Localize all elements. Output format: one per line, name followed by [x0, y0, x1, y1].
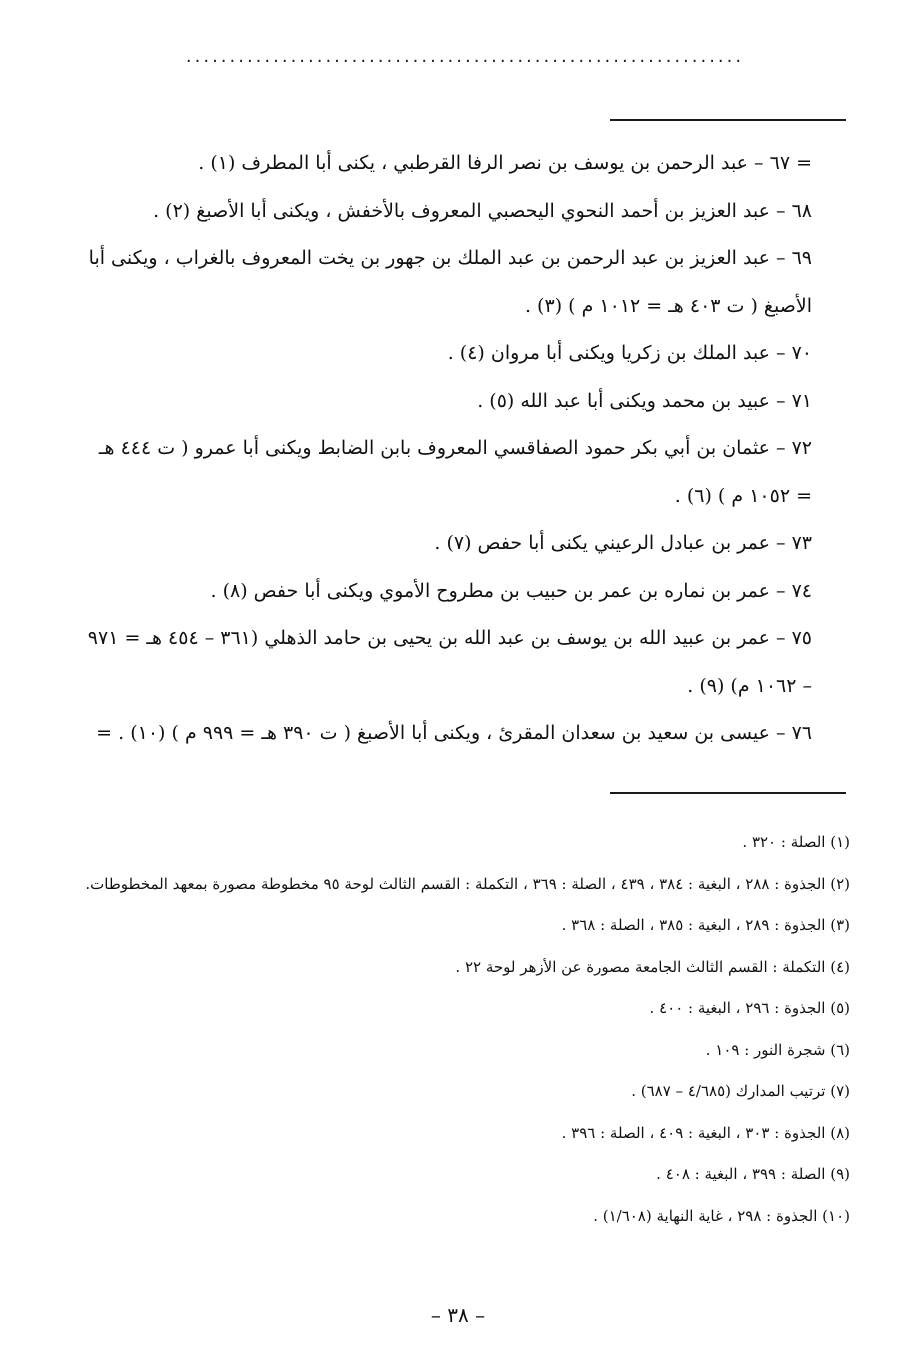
footnote-6: (٦) شجرة النور : ١٠٩ .: [705, 1040, 850, 1059]
footnote-3: (٣) الجذوة : ٢٨٩ ، البغية : ٣٨٥ ، الصلة : ٣٦٨ .: [561, 916, 850, 934]
entry-75: ٧٥ – عمر بن عبيد الله بن يوسف بن عبد الله بن يحيى بن حامد الذهلي (٣٦١ – ٤٥٤ هـ = ٩٧١ – ١٠٦٢ م) (٩) .: [87, 627, 812, 697]
footnotes: [80, 822, 850, 1237]
footnote-5: (٥) الجذوة : ٢٩٦ ، البغية : ٤٠٠ .: [649, 999, 850, 1017]
entry-73: ٧٣ – عمر بن عبادل الرعيني يكنى أبا حفص (٧) .: [434, 532, 812, 554]
biography-entries: [80, 140, 812, 758]
entry-74: ٧٤ – عمر بن نماره بن عمر بن حبيب بن مطروح الأموي ويكنى أبا حفص (٨) .: [210, 579, 812, 602]
entry-68: ٦٨ – عبد العزيز بن أحمد النحوي اليحصبي المعروف بالأخفش ، ويكنى أبا الأصبغ (٢) .: [153, 199, 812, 222]
top-divider: [610, 119, 846, 121]
entry-67: = ٦٧ – عبد الرحمن بن يوسف بن نصر الرفا القرطبي ، يكنى أبا المطرف (١) .: [198, 152, 812, 174]
footnote-1: (١) الصلة : ٣٢٠ .: [742, 833, 850, 851]
footnote-9: (٩) الصلة : ٣٩٩ ، البغية : ٤٠٨ .: [656, 1165, 850, 1183]
entry-76: ٧٦ – عيسى بن سعيد بن سعدان المقرئ ، ويكنى أبا الأصبغ ( ت ٣٩٠ هـ = ٩٩٩ م ) (١٠) . =: [96, 722, 812, 744]
page-number: – ٣٨ –: [430, 1303, 486, 1327]
header-dotted-line: ................................................................: [185, 46, 745, 67]
footnote-4: (٤) التكملة : القسم الثالث الجامعة مصورة عن الأزهر لوحة ٢٢ .: [455, 957, 850, 976]
entry-70: ٧٠ – عبد الملك بن زكريا ويكنى أبا مروان (٤) .: [447, 342, 812, 364]
entry-69: ٦٩ – عبد العزيز بن عبد الرحمن بن عبد الملك بن جهور بن يخت المعروف بالغراب ، ويكنى أبا الأصبغ ( ت ٤٠٣ هـ = ١٠١٢ م ) (٣) .: [88, 247, 812, 317]
footnote-10: (١٠) الجذوة : ٢٩٨ ، غاية النهاية (١/٦٠٨) .: [593, 1206, 850, 1225]
footnote-7: (٧) ترتيب المدارك (٤/٦٨٥ – ٦٨٧) .: [631, 1082, 850, 1100]
footnote-2: (٢) الجذوة : ٢٨٨ ، البغية : ٣٨٤ ، ٤٣٩ ، الصلة : ٣٦٩ ، التكملة : القسم الثالث لوحة ٩٥ مخطوطة مصورة بمعهد المخطوطات.: [85, 874, 850, 893]
entry-71: ٧١ – عبيد بن محمد ويكنى أبا عبد الله (٥) .: [477, 389, 812, 412]
footnote-8: (٨) الجذوة : ٣٠٣ ، البغية : ٤٠٩ ، الصلة : ٣٩٦ .: [561, 1123, 850, 1142]
footnote-divider: [610, 792, 846, 794]
entry-72: ٧٢ – عثمان بن أبي بكر حمود الصفاقسي المعروف بابن الضابط ويكنى أبا عمرو ( ت ٤٤٤ هـ = ١٠٥٢ م ) (٦) .: [98, 437, 812, 507]
